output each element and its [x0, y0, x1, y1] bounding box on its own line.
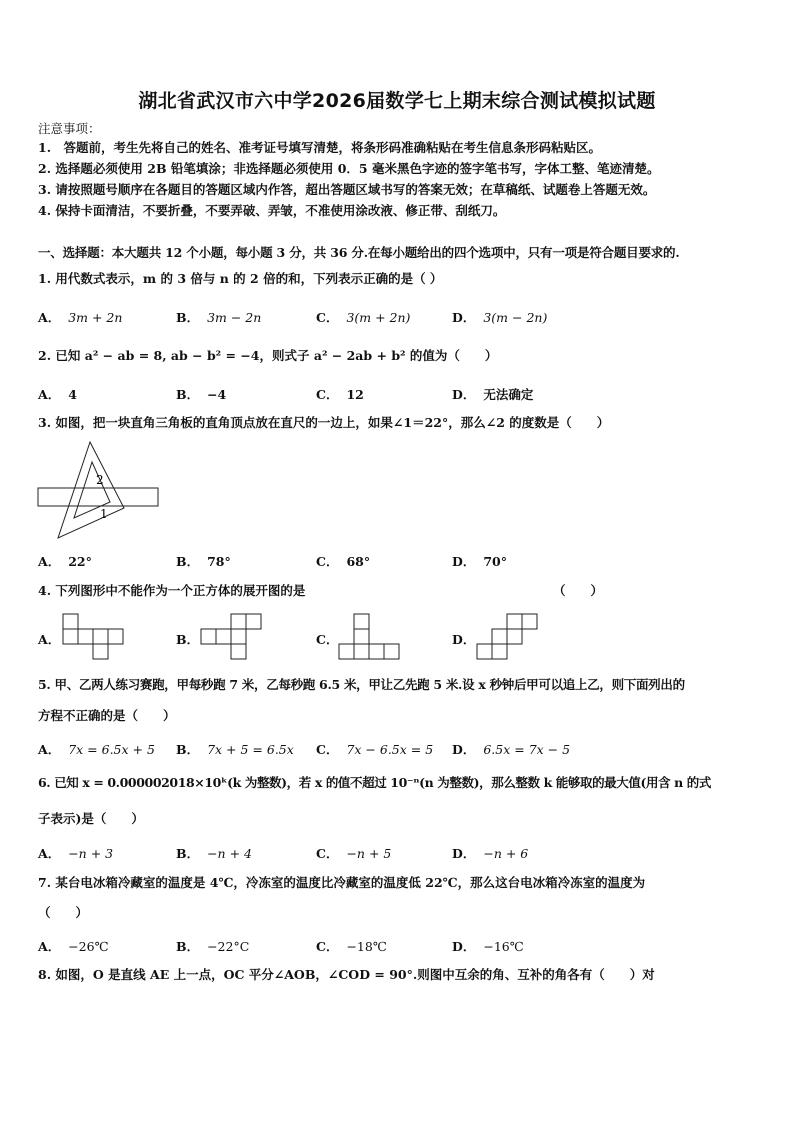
question-5-stem-line1: 5. 甲、乙两人练习赛跑，甲每秒跑 7 米，乙每秒跑 6.5 米，甲让乙先跑 5 米.设 x 秒钟后甲可以追上乙，则下面列出的 — [38, 677, 685, 692]
q3-option-c: C． 68° — [316, 554, 371, 569]
ruler-shape — [38, 488, 158, 506]
section-heading: 一、选择题：本大题共 12 个小题，每小题 3 分，共 36 分.在每小题给出的四个选项中，只有一项是符合题目要求的. — [38, 245, 680, 260]
notice-item-4: 4. 保持卡面清洁，不要折叠，不要弄破、弄皱，不准使用涂改液、修正带、刮纸刀。 — [38, 203, 506, 218]
exam-title: 湖北省武汉市六中学2026届数学七上期末综合测试模拟试题 — [138, 90, 656, 112]
q5-option-d: D． 6.5x = 7x − 5 — [452, 742, 571, 757]
q7-option-d: D． −16℃ — [452, 939, 524, 954]
q4-option-d-label: D． — [452, 632, 476, 647]
angle-2-label: 2 — [96, 473, 104, 487]
q1-option-b: B． 3m − 2n — [176, 310, 262, 325]
notice-heading: 注意事项： — [38, 121, 101, 136]
question-4-bracket: （ ） — [553, 583, 604, 598]
q2-option-a: A． 4 — [38, 387, 77, 402]
q4-net-a — [62, 613, 126, 661]
q7-option-c: C． −18℃ — [316, 939, 387, 954]
ruler-triangle-figure — [36, 440, 166, 540]
q6-option-b: B． −n + 4 — [176, 846, 252, 861]
q2-option-b: B． −4 — [176, 387, 227, 402]
q5-option-a: A． 7x = 6.5x + 5 — [38, 742, 155, 757]
q4-option-b-label: B． — [176, 632, 200, 647]
q1-option-a: A． 3m + 2n — [38, 310, 123, 325]
q1-option-c: C． 3(m + 2n) — [316, 310, 411, 325]
q4-net-b — [200, 613, 264, 661]
notice-item-3: 3. 请按照题号顺序在各题目的答题区域内作答，超出答题区域书写的答案无效；在草稿纸、试题卷上答题无效。 — [38, 182, 656, 197]
triangle-outer — [58, 442, 124, 538]
question-7-stem-line2: （ ） — [38, 905, 89, 920]
notice-item-1: 1. 答题前，考生先将自己的姓名、准考证号填写清楚，将条形码准确粘贴在考生信息条形码粘贴区。 — [38, 140, 602, 155]
q5-option-b: B． 7x + 5 = 6.5x — [176, 742, 294, 757]
q4-option-c-label: C． — [316, 632, 339, 647]
angle-1-label: 1 — [100, 507, 108, 521]
question-8-stem: 8. 如图，O 是直线 AE 上一点，OC 平分∠AOB，∠COD = 90°.则图中互余的角、互补的角各有（ ）对 — [38, 967, 655, 982]
q6-option-d: D． −n + 6 — [452, 846, 529, 861]
question-2-stem: 2. 已知 a² − ab = 8, ab − b² = −4，则式子 a² − 2ab + b² 的值为（ ） — [38, 348, 498, 363]
question-5-stem-line2: 方程不正确的是（ ） — [38, 708, 176, 723]
q5-option-c: C． 7x − 6.5x = 5 — [316, 742, 434, 757]
q7-option-a: A． −26℃ — [38, 939, 109, 954]
notice-item-2: 2. 选择题必须使用 2B 铅笔填涂；非选择题必须使用 0．5 毫米黑色字迹的签字笔书写，字体工整、笔迹清楚。 — [38, 161, 660, 176]
q4-option-a-label: A． — [38, 632, 61, 647]
q2-option-d: D． 无法确定 — [452, 387, 534, 402]
q2-option-c: C． 12 — [316, 387, 364, 402]
q7-option-b: B． −22°C — [176, 939, 250, 954]
question-4-stem: 4. 下列图形中不能作为一个正方体的展开图的是 — [38, 583, 306, 598]
q3-option-b: B． 78° — [176, 554, 231, 569]
question-7-stem-line1: 7. 某台电冰箱冷藏室的温度是 4℃，冷冻室的温度比冷藏室的温度低 22℃，那么这台电冰箱冷冻室的温度为 — [38, 875, 646, 890]
q3-option-d: D． 70° — [452, 554, 507, 569]
q4-net-c — [338, 613, 402, 661]
q1-option-d: D． 3(m − 2n) — [452, 310, 548, 325]
question-6-stem-line2: 子表示)是（ ） — [38, 811, 144, 826]
question-6-stem-line1: 6. 已知 x = 0.000002018×10ᵏ(k 为整数)，若 x 的值不超过 10⁻ⁿ(n 为整数)，那么整数 k 能够取的最大值(用含 n 的式 — [38, 775, 711, 790]
q6-option-a: A． −n + 3 — [38, 846, 114, 861]
question-1-stem: 1. 用代数式表示，m 的 3 倍与 n 的 2 倍的和，下列表示正确的是（ ） — [38, 271, 443, 286]
question-3-stem: 3. 如图，把一块直角三角板的直角顶点放在直尺的一边上，如果∠1＝22°，那么∠2 的度数是（ ） — [38, 415, 610, 430]
q3-option-a: A． 22° — [38, 554, 92, 569]
q6-option-c: C． −n + 5 — [316, 846, 392, 861]
q4-net-d — [476, 613, 540, 661]
